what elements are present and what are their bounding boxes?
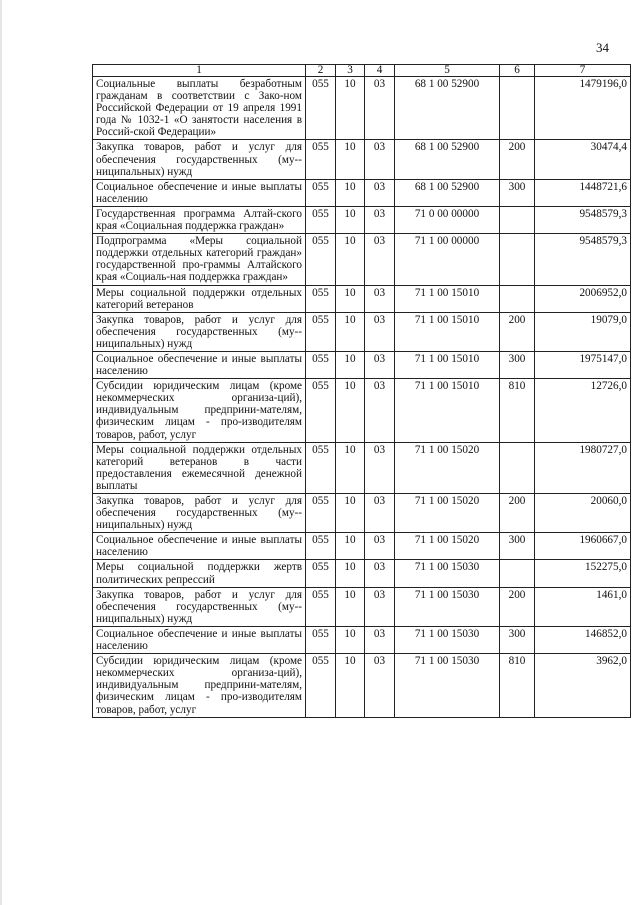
row-section-code: 10 <box>336 626 365 653</box>
row-target-article: 68 1 00 52900 <box>395 179 500 206</box>
row-description: Меры социальной поддержки отдельных категорий ветеранов в части предоставления ежемесячной денежной выплаты <box>93 442 306 493</box>
row-section-code: 10 <box>336 379 365 442</box>
row-expense-type <box>500 77 535 140</box>
row-section-code: 10 <box>336 140 365 179</box>
row-section-code: 10 <box>336 285 365 312</box>
row-section-code: 10 <box>336 234 365 285</box>
row-ministry-code: 055 <box>306 560 336 587</box>
row-description: Социальное обеспечение и иные выплаты населению <box>93 179 306 206</box>
row-subsection-code: 03 <box>365 654 395 717</box>
row-subsection-code: 03 <box>365 140 395 179</box>
row-target-article: 71 1 00 15030 <box>395 587 500 626</box>
row-description: Закупка товаров, работ и услуг для обеспечения государственных (му-ниципальных) нужд <box>93 140 306 179</box>
row-target-article: 71 1 00 15010 <box>395 379 500 442</box>
row-amount: 12726,0 <box>535 379 631 442</box>
col-header-5: 5 <box>395 65 500 77</box>
row-subsection-code: 03 <box>365 533 395 560</box>
scan-edge <box>0 0 2 905</box>
col-header-6: 6 <box>500 65 535 77</box>
row-ministry-code: 055 <box>306 442 336 493</box>
row-expense-type: 300 <box>500 626 535 653</box>
row-subsection-code: 03 <box>365 626 395 653</box>
row-amount: 1975147,0 <box>535 351 631 378</box>
row-amount: 9548579,3 <box>535 234 631 285</box>
row-target-article: 71 1 00 15020 <box>395 442 500 493</box>
row-description: Социальное обеспечение и иные выплаты населению <box>93 626 306 653</box>
row-description: Социальные выплаты безработным гражданам в соответствии с Зако-ном Российской Федерации от 19 апреля 1991 года № 1032-1 «О занятости населения в Россий-ской Федерации» <box>93 77 306 140</box>
row-subsection-code: 03 <box>365 285 395 312</box>
row-description: Субсидии юридическим лицам (кроме некоммерческих организа-ций), индивидуальным предприни-мателям, физическим лицам - про-изводителям товаров, работ, услуг <box>93 654 306 717</box>
col-header-1: 1 <box>93 65 306 77</box>
row-ministry-code: 055 <box>306 379 336 442</box>
budget-table <box>92 64 631 718</box>
row-ministry-code: 055 <box>306 77 336 140</box>
row-description: Социальное обеспечение и иные выплаты населению <box>93 533 306 560</box>
table-row <box>93 285 631 312</box>
row-ministry-code: 055 <box>306 312 336 351</box>
row-target-article: 71 1 00 15020 <box>395 494 500 533</box>
row-subsection-code: 03 <box>365 179 395 206</box>
row-description: Субсидии юридическим лицам (кроме некоммерческих организа-ций), индивидуальным предприни-мателям, физическим лицам - про-изводителям товаров, работ, услуг <box>93 379 306 442</box>
row-amount: 1479196,0 <box>535 77 631 140</box>
row-amount: 2006952,0 <box>535 285 631 312</box>
row-subsection-code: 03 <box>365 351 395 378</box>
row-expense-type: 300 <box>500 351 535 378</box>
row-expense-type <box>500 560 535 587</box>
row-amount: 9548579,3 <box>535 206 631 233</box>
row-expense-type: 810 <box>500 379 535 442</box>
row-amount: 146852,0 <box>535 626 631 653</box>
table-row <box>93 179 631 206</box>
row-subsection-code: 03 <box>365 77 395 140</box>
row-amount: 152275,0 <box>535 560 631 587</box>
row-expense-type <box>500 234 535 285</box>
row-ministry-code: 055 <box>306 234 336 285</box>
row-expense-type <box>500 206 535 233</box>
row-expense-type <box>500 442 535 493</box>
table-row <box>93 379 631 442</box>
row-description: Меры социальной поддержки жертв политических репрессий <box>93 560 306 587</box>
row-amount: 1461,0 <box>535 587 631 626</box>
row-ministry-code: 055 <box>306 587 336 626</box>
row-expense-type: 200 <box>500 140 535 179</box>
row-amount: 1448721,6 <box>535 179 631 206</box>
row-amount: 1980727,0 <box>535 442 631 493</box>
table-row <box>93 140 631 179</box>
col-header-7: 7 <box>535 65 631 77</box>
row-section-code: 10 <box>336 351 365 378</box>
row-expense-type <box>500 285 535 312</box>
row-section-code: 10 <box>336 654 365 717</box>
row-amount: 1960667,0 <box>535 533 631 560</box>
table-row <box>93 312 631 351</box>
row-target-article: 71 1 00 15020 <box>395 533 500 560</box>
row-ministry-code: 055 <box>306 626 336 653</box>
table-row <box>93 587 631 626</box>
row-expense-type: 200 <box>500 587 535 626</box>
row-subsection-code: 03 <box>365 206 395 233</box>
row-target-article: 71 1 00 15030 <box>395 626 500 653</box>
row-subsection-code: 03 <box>365 587 395 626</box>
row-description: Социальное обеспечение и иные выплаты населению <box>93 351 306 378</box>
col-header-4: 4 <box>365 65 395 77</box>
col-header-3: 3 <box>336 65 365 77</box>
row-expense-type: 200 <box>500 312 535 351</box>
row-subsection-code: 03 <box>365 379 395 442</box>
row-description: Закупка товаров, работ и услуг для обеспечения государственных (му-ниципальных) нужд <box>93 587 306 626</box>
row-description: Закупка товаров, работ и услуг для обеспечения государственных (му-ниципальных) нужд <box>93 312 306 351</box>
row-description: Подпрограмма «Меры социальной поддержки отдельных категорий граждан» государственной про-граммы Алтайского края «Социаль-ная поддержка граждан» <box>93 234 306 285</box>
row-target-article: 71 0 00 00000 <box>395 206 500 233</box>
row-target-article: 68 1 00 52900 <box>395 140 500 179</box>
row-target-article: 71 1 00 15010 <box>395 285 500 312</box>
header-row <box>93 65 631 77</box>
row-section-code: 10 <box>336 77 365 140</box>
row-amount: 19079,0 <box>535 312 631 351</box>
table-row <box>93 494 631 533</box>
row-ministry-code: 055 <box>306 206 336 233</box>
row-expense-type: 810 <box>500 654 535 717</box>
row-section-code: 10 <box>336 587 365 626</box>
row-section-code: 10 <box>336 442 365 493</box>
row-subsection-code: 03 <box>365 494 395 533</box>
row-subsection-code: 03 <box>365 442 395 493</box>
row-target-article: 68 1 00 52900 <box>395 77 500 140</box>
row-expense-type: 300 <box>500 179 535 206</box>
table-row <box>93 533 631 560</box>
row-section-code: 10 <box>336 312 365 351</box>
row-subsection-code: 03 <box>365 234 395 285</box>
row-target-article: 71 1 00 15030 <box>395 654 500 717</box>
row-section-code: 10 <box>336 560 365 587</box>
table-row <box>93 206 631 233</box>
page-number: 34 <box>596 40 609 55</box>
row-ministry-code: 055 <box>306 533 336 560</box>
table-body <box>93 77 631 718</box>
row-description: Меры социальной поддержки отдельных категорий ветеранов <box>93 285 306 312</box>
table-row <box>93 351 631 378</box>
row-target-article: 71 1 00 15010 <box>395 351 500 378</box>
row-section-code: 10 <box>336 494 365 533</box>
row-section-code: 10 <box>336 206 365 233</box>
row-target-article: 71 1 00 15010 <box>395 312 500 351</box>
table-row <box>93 626 631 653</box>
table-row <box>93 560 631 587</box>
row-expense-type: 300 <box>500 533 535 560</box>
row-target-article: 71 1 00 15030 <box>395 560 500 587</box>
row-expense-type: 200 <box>500 494 535 533</box>
row-subsection-code: 03 <box>365 560 395 587</box>
row-amount: 30474,4 <box>535 140 631 179</box>
row-ministry-code: 055 <box>306 140 336 179</box>
row-description: Закупка товаров, работ и услуг для обеспечения государственных (му-ниципальных) нужд <box>93 494 306 533</box>
row-ministry-code: 055 <box>306 179 336 206</box>
row-section-code: 10 <box>336 179 365 206</box>
col-header-2: 2 <box>306 65 336 77</box>
table-row <box>93 442 631 493</box>
row-amount: 3962,0 <box>535 654 631 717</box>
row-ministry-code: 055 <box>306 285 336 312</box>
row-ministry-code: 055 <box>306 351 336 378</box>
row-subsection-code: 03 <box>365 312 395 351</box>
row-amount: 20060,0 <box>535 494 631 533</box>
row-description: Государственная программа Алтай-ского края «Социальная поддержка граждан» <box>93 206 306 233</box>
row-ministry-code: 055 <box>306 494 336 533</box>
row-ministry-code: 055 <box>306 654 336 717</box>
table-row <box>93 234 631 285</box>
row-section-code: 10 <box>336 533 365 560</box>
row-target-article: 71 1 00 00000 <box>395 234 500 285</box>
table-row <box>93 77 631 140</box>
table-row <box>93 654 631 717</box>
